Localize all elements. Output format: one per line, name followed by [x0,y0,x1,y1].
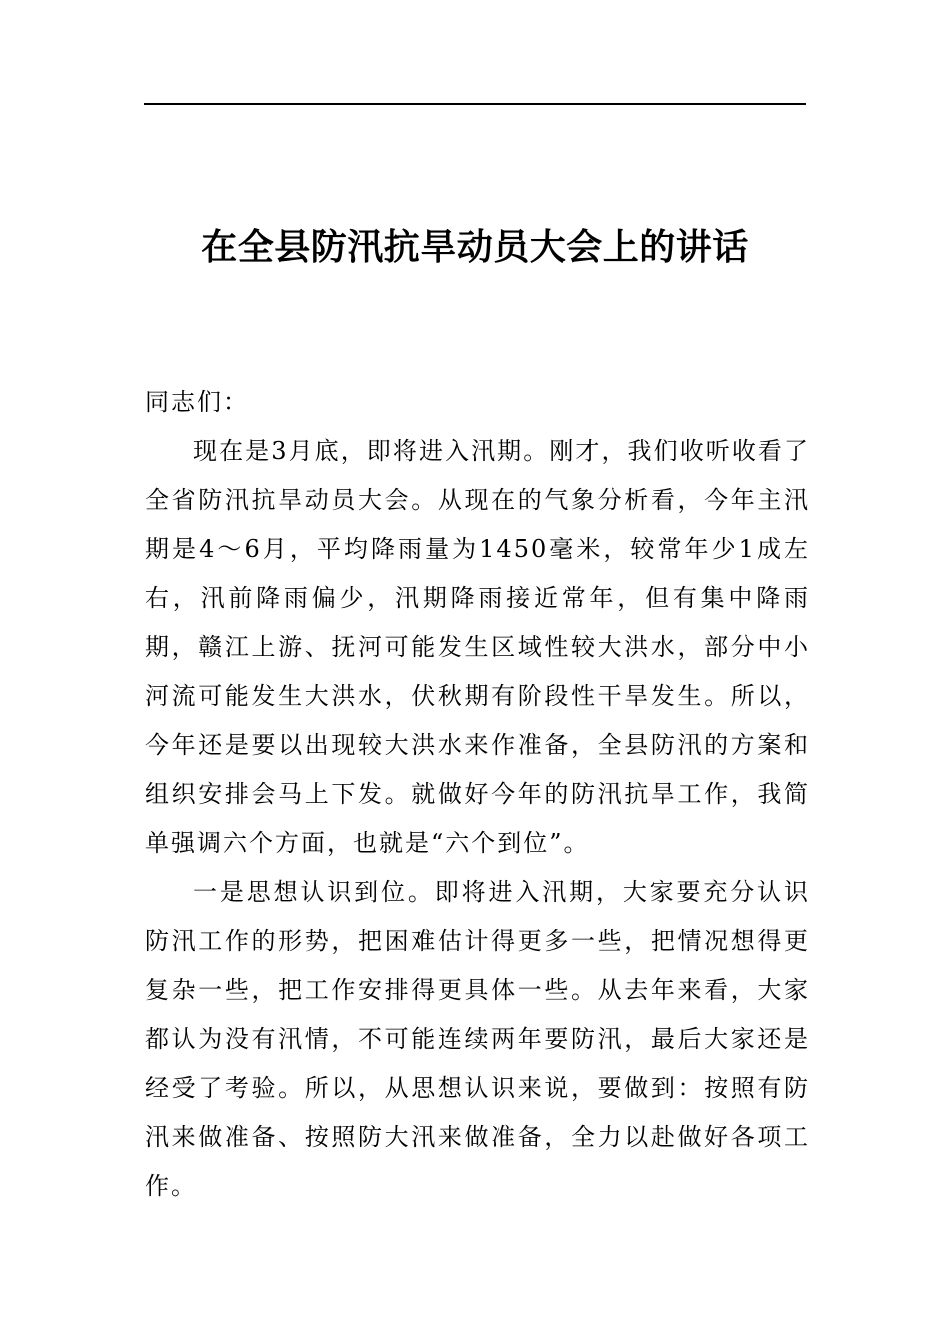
paragraph-2: 一是思想认识到位。即将进入汛期，大家要充分认识防汛工作的形势，把困难估计得更多一些，把情况想得更复杂一些，把工作安排得更具体一些。从去年来看，大家都认为没有汛情，不可能连续两年要防汛，最后大家还是经受了考验。所以，从思想认识来说，要做到：按照有防汛来做准备、按照防大汛来做准备，全力以赴做好各项工作。 [145,878,810,1200]
document-title: 在全县防汛抗旱动员大会上的讲话 [201,226,749,268]
document-body [145,378,810,1211]
salutation: 同志们： [145,388,249,416]
paragraph-1: 现在是3月底，即将进入汛期。刚才，我们收听收看了全省防汛抗旱动员大会。从现在的气象分析看，今年主汛期是4～6月，平均降雨量为1450毫米，较常年少1成左右，汛前降雨偏少，汛期降雨接近常年，但有集中降雨期，赣江上游、抚河可能发生区域性较大洪水，部分中小河流可能发生大洪水，伏秋期有阶段性干旱发生。所以，今年还是要以出现较大洪水来作准备，全县防汛的方案和组织安排会马上下发。就做好今年的防汛抗旱工作，我简单强调六个方面，也就是“六个到位”。 [145,437,810,857]
header-rule [144,103,806,105]
